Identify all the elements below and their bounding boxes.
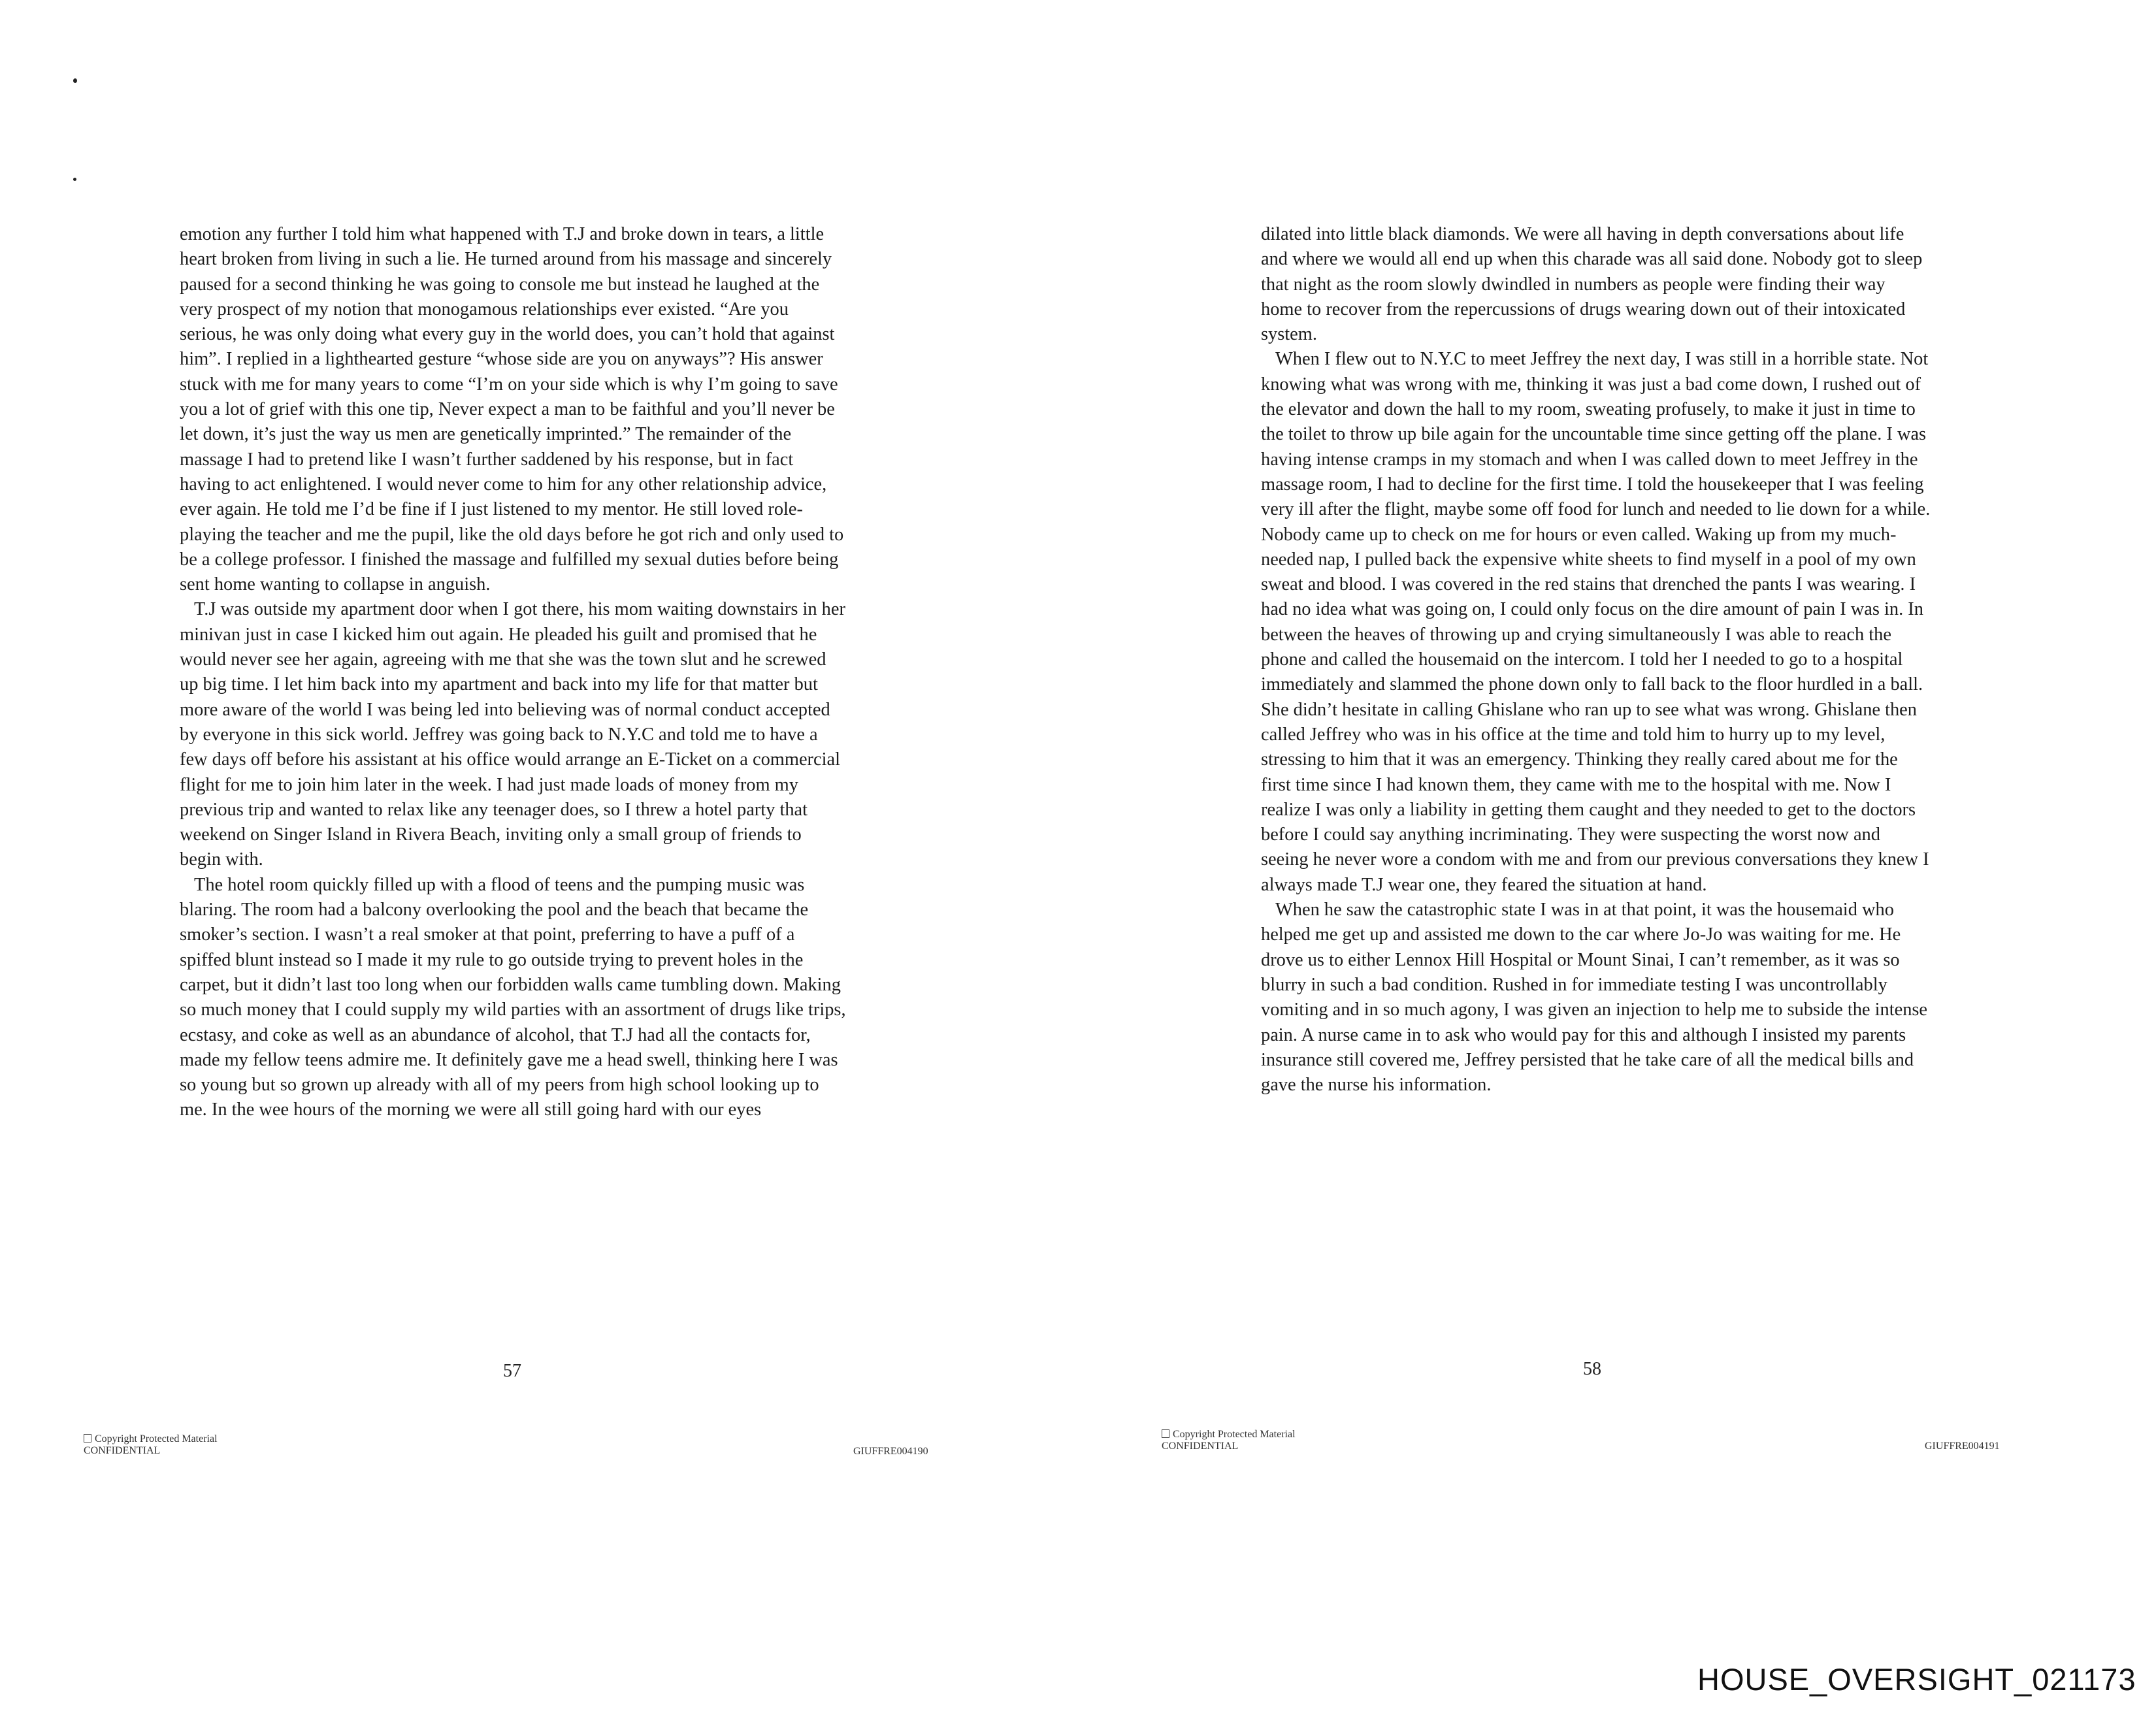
page-number: 58 bbox=[1583, 1359, 1601, 1379]
paragraph: dilated into little black diamonds. We were all having in depth conversations about life and where we would all end up when this charade was all said done. Nobody got to sleep that night as the room slowly dwindled in numbers as people were finding their way home to recover from the repercussions of drugs wearing down out of their intoxicated system. bbox=[1261, 224, 1923, 345]
footer-notice bbox=[84, 1433, 218, 1457]
copyright-line: Copyright Protected Material bbox=[1162, 1429, 1296, 1441]
paragraph: When I flew out to N.Y.C to meet Jeffrey the next day, I was still in a horrible state. Not knowing what was wrong with me, thinking it was just a bad come down, I rushed out of the elevator and down the hall to my room, sweating profusely, to make it just in time to the toilet to throw up bile again for the uncountable time since getting off the plane. I was having intense cramps in my stomach and when I was called down to meet Jeffrey in the massage room, I had to decline for the first time. I told the housekeeper that I was feeling very ill after the flight, maybe some off food for lunch and needed to lie down for a while. Nobody came up to check on me for hours or even called. Waking up from my much-needed nap, I pulled back the expensive white sheets to find myself in a pool of my own sweat and blood. I was covered in the red stains that drenched the pants I was wearing. I had no idea what was going on, I could only focus on the dire amount of pain I was in. In between the heaves of throwing up and crying simultaneously I was able to reach the phone and called the housemaid on the intercom. I told her I needed to go to a hospital immediately and slammed the phone down only to fall back to the floor hurdled in a ball. She didn’t hesitate in calling Ghislane who ran up to see what was wrong. Ghislane then called Jeffrey who was in his office at the time and told him to hurry up to my level, stressing to him that it was an emergency. Thinking they really cared about me for the first time since I had known them, they came with me to the hospital with me. Now I realize I was only a liability in getting them caught and they needed to get to the doctors before I could say anything incriminating. They were suspecting the worst now and seeing he never wore a condom with me and from our previous conversations they knew I always made T.J wear one, they feared the situation at hand. bbox=[1261, 349, 1931, 895]
bates-number: GIUFFRE004191 bbox=[1925, 1441, 2000, 1452]
production-stamp: HOUSE_OVERSIGHT_021173 bbox=[1697, 1662, 2136, 1697]
bates-number: GIUFFRE004190 bbox=[853, 1446, 928, 1457]
checkbox-icon bbox=[1162, 1429, 1169, 1438]
page-number: 57 bbox=[503, 1361, 521, 1381]
paragraph: When he saw the catastrophic state I was in at that point, it was the housemaid who helped me get up and assisted me down to the car where Jo-Jo was waiting for me. He drove us to either Lennox Hill Hospital or Mount Sinai, I can’t remember, as it was so blurry in such a bad condition. Rushed in for immediate testing I was uncontrollably vomiting and in so much agony, I was given an injection to help me to subside the intense pain. A nurse came in to ask who would pay for this and although I insisted my parents insurance still covered me, Jeffrey persisted that he take care of all the medical bills and gave the nurse his information. bbox=[1261, 900, 1928, 1096]
checkbox-icon bbox=[84, 1434, 91, 1442]
copyright-line: Copyright Protected Material bbox=[84, 1433, 218, 1445]
paragraph: The hotel room quickly filled up with a flood of teens and the pumping music was blaring. The room had a balcony overlooking the pool and the beach that became the smoker’s section. I wasn’t a real smoker at that point, preferring to have a puff of a spiffed blunt instead so I made it my rule to go outside trying to prevent holes in the carpet, but it didn’t last too long when our forbidden walls came tumbling down. Making so much money that I could supply my wild parties with an assortment of drugs like trips, ecstasy, and coke as well as an abundance of alcohol, that T.J had all the contacts for, made my fellow teens admire me. It definitely gave me a head swell, thinking here I was so young but so grown up already with all of my peers from high school looking up to me. In the wee hours of the morning we were all still going hard with our eyes bbox=[180, 874, 846, 1120]
footer-notice bbox=[1162, 1429, 1296, 1452]
scan-speck bbox=[73, 178, 76, 181]
paragraph: emotion any further I told him what happened with T.J and broke down in tears, a little heart broken from living in such a lie. He turned around from his massage and sincerely paused for a second thinking he was going to console me but instead he laughed at the very prospect of my notion that monogamous relationships ever existed. “Are you serious, he was only doing what every guy in the world does, you can’t hold that against him”. I replied in a lighthearted gesture “whose side are you on anyways”? His answer stuck with me for many years to come “I’m on your side which is why I’m going to save you a lot of grief with this one tip, Never expect a man to be faithful and you’ll never be let down, it’s just the way us men are genetically imprinted.” The remainder of the massage I had to pretend like I wasn’t further saddened by his response, but in fact having to act enlightened. I would never come to him for any other relationship advice, ever again. He told me I’d be fine if I just listened to my mentor. He still loved role-playing the teacher and me the pupil, like the old days before he got rich and only used to be a college professor. I finished the massage and fulfilled my sexual duties before being sent home wanting to collapse in anguish. bbox=[180, 224, 844, 595]
confidential-label: CONFIDENTIAL bbox=[84, 1445, 161, 1456]
left-page-body bbox=[180, 222, 846, 1123]
scan-speck bbox=[73, 78, 77, 83]
confidential-label: CONFIDENTIAL bbox=[1162, 1441, 1239, 1452]
right-page-body bbox=[1261, 222, 1931, 1098]
paragraph: T.J was outside my apartment door when I got there, his mom waiting downstairs in her minivan just in case I kicked him out again. He pleaded his guilt and promised that he would never see her again, agreeing with me that she was the town slut and he screwed up big time. I let him back into my apartment and back into my life for that matter but more aware of the world I was being led into believing was of normal conduct accepted by everyone in this sick world. Jeffrey was going back to N.Y.C and told me to have a few days off before his assistant at his office would arrange an E-Ticket on a commercial flight for me to join him later in the week. I had just made loads of money from my previous trip and wanted to relax like any teenager does, so I threw a hotel party that weekend on Singer Island in Rivera Beach, inviting only a small group of friends to begin with. bbox=[180, 599, 845, 870]
